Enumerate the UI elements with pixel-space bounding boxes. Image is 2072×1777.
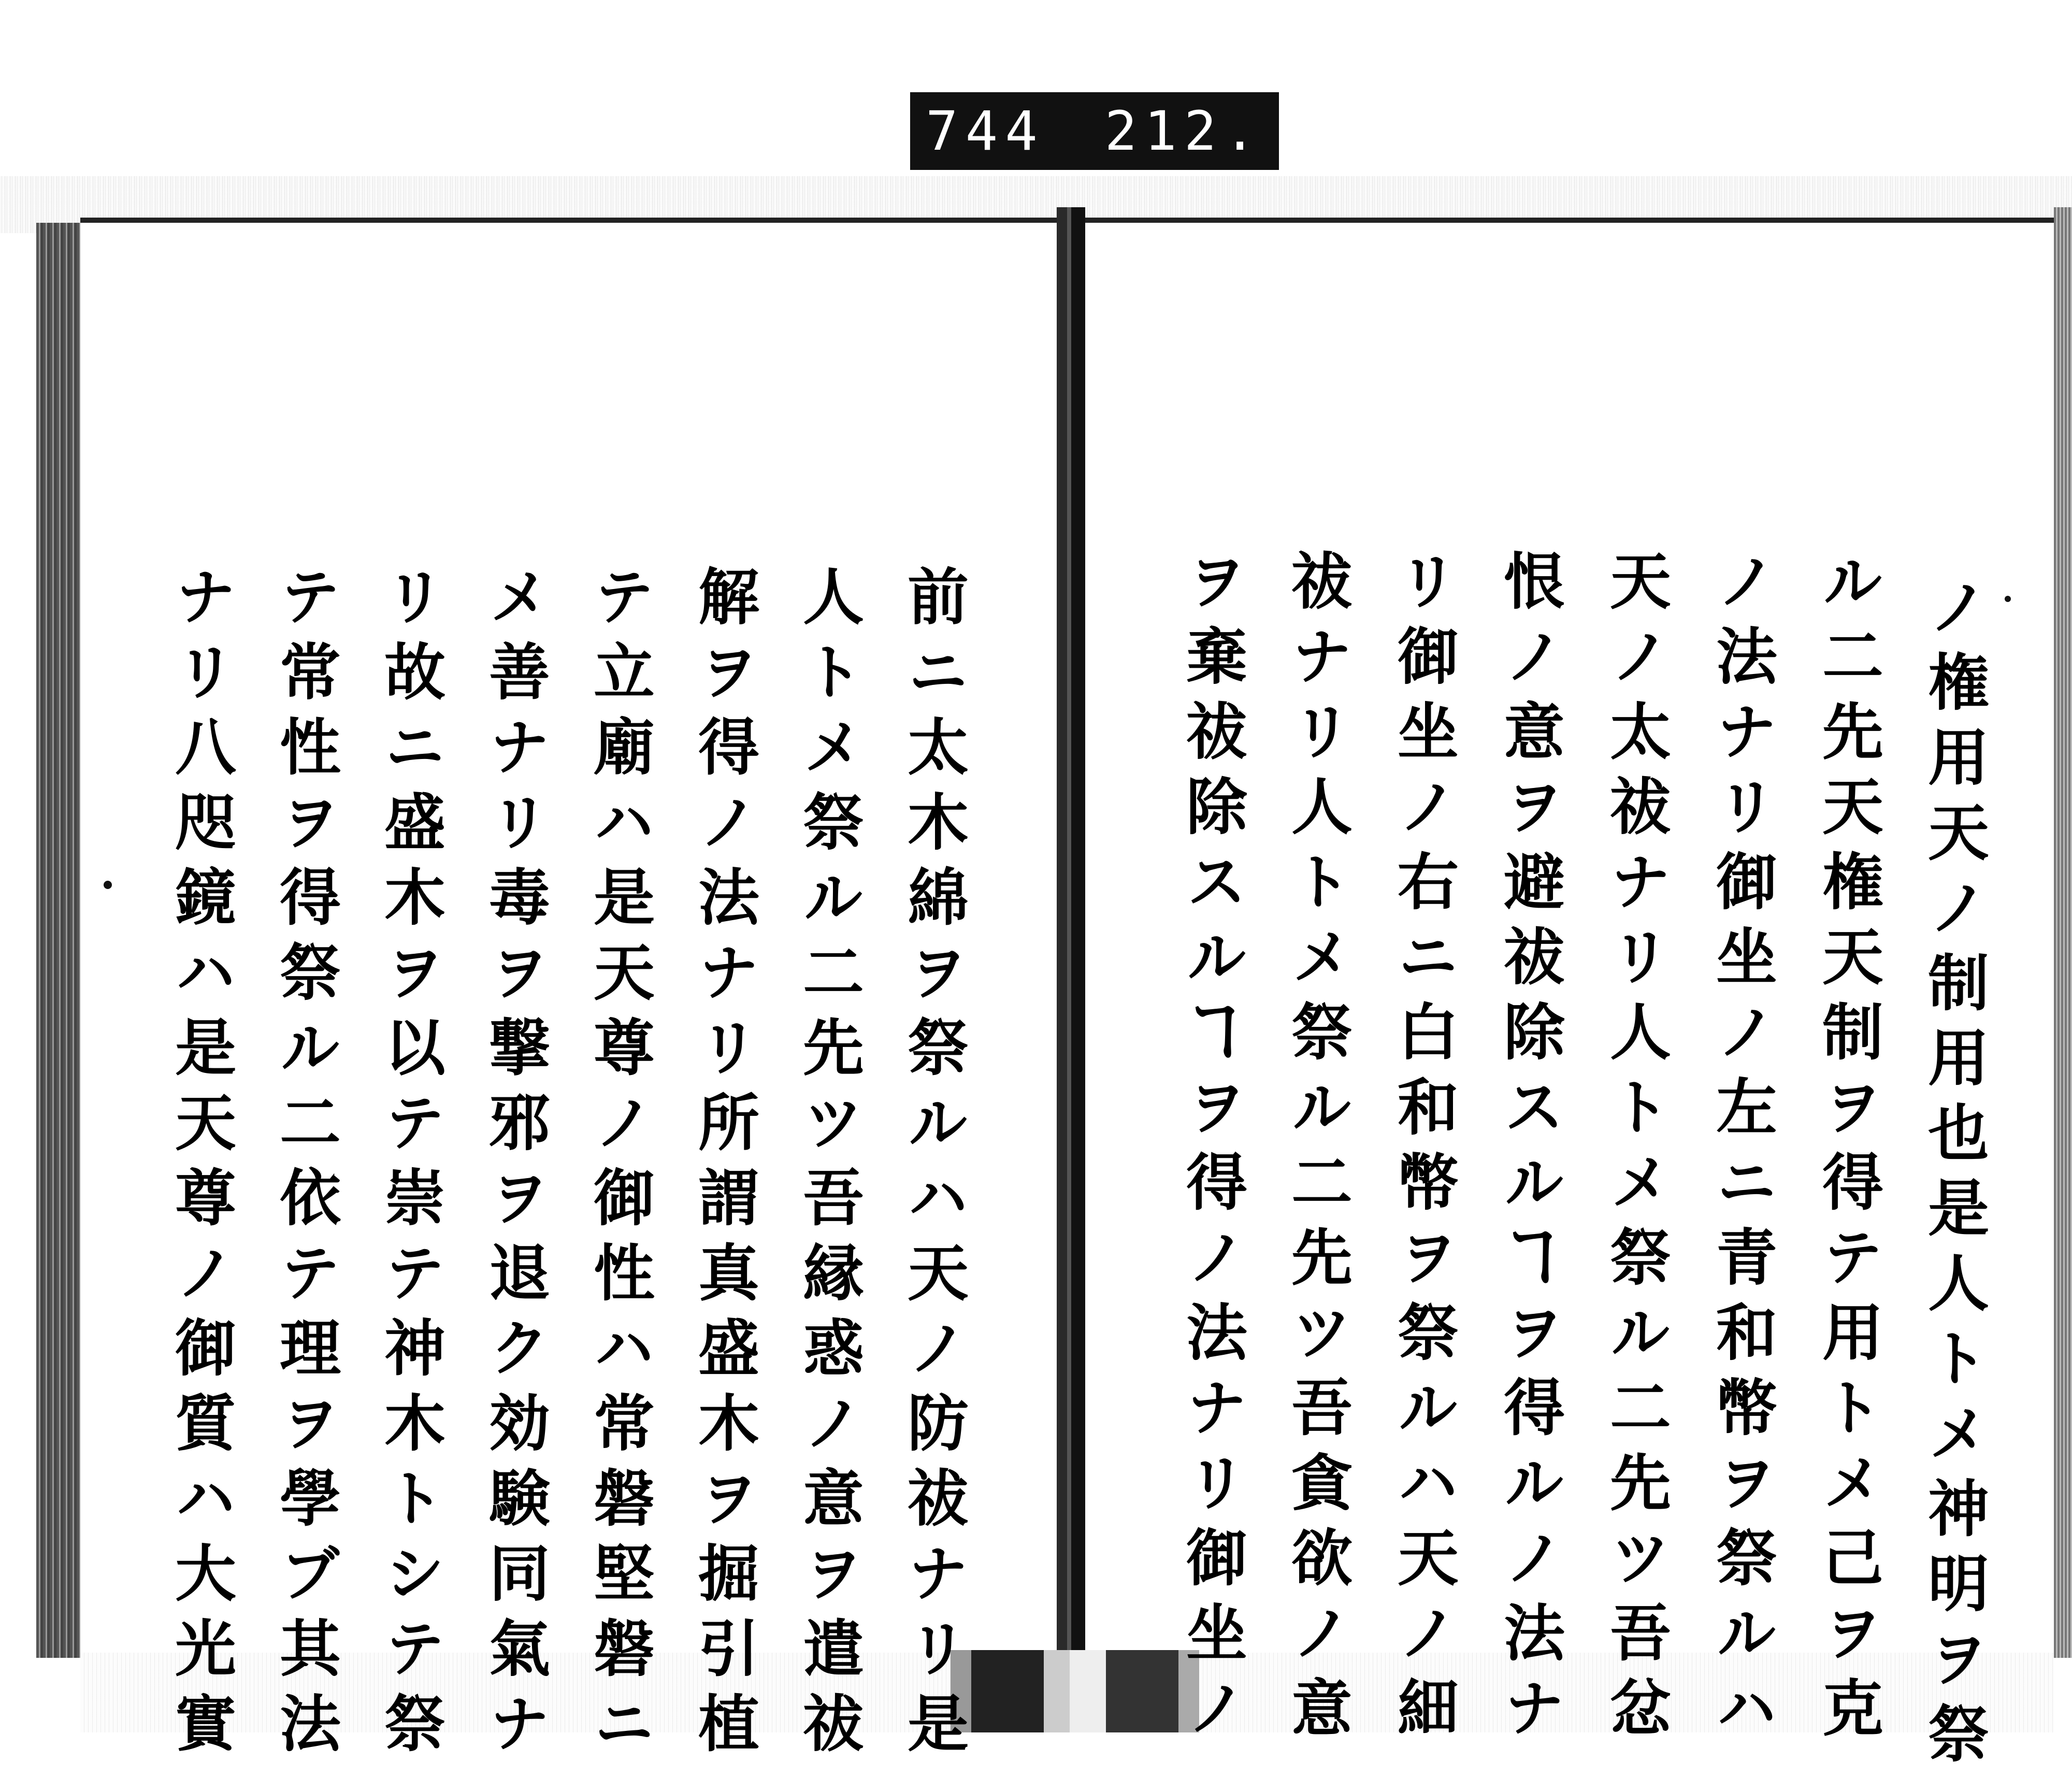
left-page-column-5: メ善ナリ毒ヲ撃邪ヲ退ク効験同氣ナ (479, 565, 551, 1767)
right-page-column-5: 恨ノ意ヲ避祓除スルヿヲ得ルノ法ナ (1493, 549, 1565, 1751)
right-page-column-7: 祓ナリ人トメ祭ル二先ツ吾貪欲ノ意 (1281, 549, 1353, 1751)
frame-counter-right: 212. (1104, 99, 1263, 163)
book-edge-right (2054, 207, 2072, 1658)
left-page-column-3: 解ヲ得ノ法ナリ所謂真盛木ヲ掘引植 (688, 565, 760, 1767)
right-page-column-6: リ御坐ノ右ニ白和幣ヲ祭ルハ天ノ細 (1387, 549, 1459, 1751)
right-page-column-4: 天ノ太祓ナリ人トメ祭ル二先ツ吾忿 (1600, 549, 1672, 1751)
left-page-column-2: 人トメ祭ル二先ツ吾縁惑ノ意ヲ遣祓 (793, 565, 865, 1767)
scan-speck (104, 881, 112, 889)
scan-speck (2005, 596, 2011, 602)
frame-counter (910, 92, 1279, 170)
right-page-column-1: ノ権用天ノ制用也是人トメ神明ヲ祭 (1918, 575, 1990, 1777)
left-page-column-1: 前ニ太木綿ヲ祭ルハ天ノ防祓ナリ是 (897, 565, 969, 1767)
book-edge-left (36, 223, 83, 1658)
left-page-column-8: ナリ八咫鏡ハ是天尊ノ御質ハ大光實 (165, 565, 237, 1767)
binding-clip (951, 1650, 1199, 1732)
left-page-column-6: リ故ニ盛木ヲ以テ崇テ神木トシテ祭 (374, 565, 446, 1767)
frame-counter-left: 744 (926, 99, 1045, 163)
right-page-column-3: ノ法ナリ御坐ノ左ニ青和幣ヲ祭ルハ (1706, 549, 1778, 1751)
left-page-column-7: テ常性ヲ得祭ル二依テ理ヲ學ブ其法 (269, 565, 341, 1767)
right-page-column-8: ヲ棄祓除スルヿヲ得ノ法ナリ御坐ノ (1176, 549, 1248, 1751)
right-page-column-2: ル二先天権天制ヲ得テ用トメ己ヲ克 (1812, 549, 1884, 1751)
book-gutter (1057, 207, 1085, 1732)
left-page-column-4: テ立廟ハ是天尊ノ御性ハ常磐堅磐ニ (583, 565, 655, 1767)
